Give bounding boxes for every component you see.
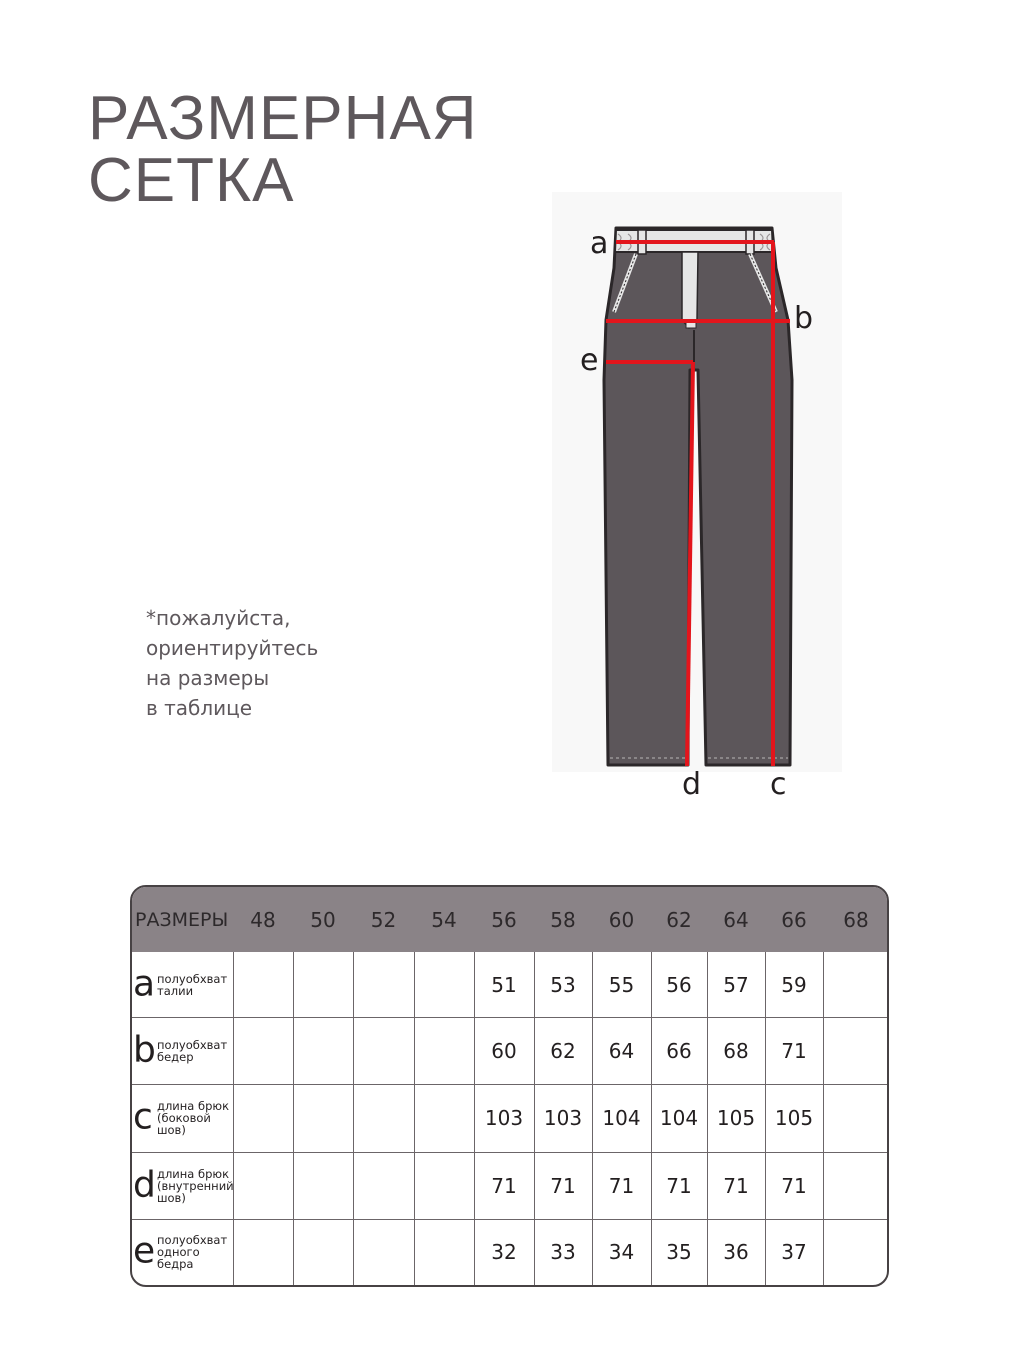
page-title — [88, 84, 478, 215]
table-cell — [293, 1085, 353, 1152]
row-description-line: полуобхват — [157, 1038, 228, 1053]
table-cell — [353, 1085, 414, 1152]
row-letter: a — [133, 962, 156, 1004]
table-cell — [293, 1152, 353, 1219]
table-cell: 71 — [534, 1152, 592, 1219]
row-description-line: полуобхват — [157, 1233, 228, 1248]
row-label — [132, 1219, 233, 1285]
measurement-row-b — [132, 1018, 889, 1085]
table-cell: 105 — [707, 1085, 765, 1152]
fly-placket — [682, 252, 698, 328]
size-header: 50 — [293, 887, 353, 952]
row-letter: d — [133, 1163, 156, 1205]
row-description-line: одного — [157, 1245, 200, 1260]
sizes-header-label: РАЗМЕРЫ — [132, 887, 233, 952]
table-cell: 35 — [651, 1219, 707, 1285]
note-line-2: ориентируйтесь — [146, 636, 319, 660]
size-header: 62 — [651, 887, 707, 952]
table-cell — [823, 1152, 889, 1219]
measurement-row-c — [132, 1085, 889, 1152]
title-line-1: РАЗМЕРНАЯ — [88, 84, 478, 153]
note-line-1: *пожалуйста, — [146, 606, 291, 630]
label-b: b — [794, 301, 814, 336]
note-line-3: на размеры — [146, 666, 270, 690]
table-cell: 68 — [707, 1018, 765, 1085]
row-description — [157, 1039, 227, 1063]
table-cell — [233, 1085, 293, 1152]
table-cell: 66 — [651, 1018, 707, 1085]
size-header: 68 — [823, 887, 889, 952]
measurement-row-d — [132, 1152, 889, 1219]
row-description-line: талии — [157, 983, 194, 998]
table-cell: 104 — [651, 1085, 707, 1152]
table-cell — [233, 1219, 293, 1285]
row-label — [132, 1085, 233, 1152]
table-cell — [823, 1085, 889, 1152]
label-c: c — [770, 767, 787, 800]
table-cell — [233, 1018, 293, 1085]
row-label — [132, 952, 233, 1018]
row-letter: b — [133, 1029, 156, 1071]
row-description-line: длина брюк — [157, 1099, 230, 1114]
row-description-line: шов) — [157, 1190, 186, 1205]
table-cell: 62 — [534, 1018, 592, 1085]
row-description — [157, 1234, 227, 1270]
row-letter: e — [133, 1230, 156, 1272]
table-cell — [414, 1219, 474, 1285]
table-cell: 37 — [765, 1219, 823, 1285]
size-header: 54 — [414, 887, 474, 952]
size-header: 66 — [765, 887, 823, 952]
row-description-line: бедер — [157, 1050, 194, 1065]
table-cell — [293, 952, 353, 1018]
row-description — [157, 1168, 234, 1204]
table-cell — [414, 1018, 474, 1085]
table-cell: 34 — [592, 1219, 651, 1285]
table-cell — [353, 1219, 414, 1285]
table-cell: 71 — [707, 1152, 765, 1219]
size-header: 48 — [233, 887, 293, 952]
table-cell: 104 — [592, 1085, 651, 1152]
row-description-line: шов) — [157, 1123, 186, 1138]
table-cell: 56 — [651, 952, 707, 1018]
row-description — [157, 973, 227, 997]
table-cell: 64 — [592, 1018, 651, 1085]
size-header: 58 — [534, 887, 592, 952]
sizing-note — [146, 603, 318, 723]
row-label — [132, 1018, 233, 1085]
table-cell — [293, 1018, 353, 1085]
table-cell: 36 — [707, 1219, 765, 1285]
table-cell: 71 — [651, 1152, 707, 1219]
table-cell — [353, 1018, 414, 1085]
label-e: e — [580, 343, 599, 378]
table-cell: 53 — [534, 952, 592, 1018]
row-description-line: бедра — [157, 1257, 194, 1272]
row-description-line: полуобхват — [157, 971, 228, 986]
table-cell: 33 — [534, 1219, 592, 1285]
table-cell: 71 — [474, 1152, 534, 1219]
note-line-4: в таблице — [146, 696, 253, 720]
table-cell — [414, 1152, 474, 1219]
title-line-2: СЕТКА — [88, 146, 295, 215]
trousers-illustration — [540, 180, 850, 800]
size-header: 60 — [592, 887, 651, 952]
table-cell: 51 — [474, 952, 534, 1018]
size-header: 56 — [474, 887, 534, 952]
table-cell: 60 — [474, 1018, 534, 1085]
table-cell: 105 — [765, 1085, 823, 1152]
table-cell — [823, 1219, 889, 1285]
table-cell — [823, 952, 889, 1018]
table-cell: 55 — [592, 952, 651, 1018]
row-label — [132, 1152, 233, 1219]
table-cell — [823, 1018, 889, 1085]
row-description-line: длина брюк — [157, 1166, 230, 1181]
size-table — [130, 885, 889, 1287]
table-cell — [353, 1152, 414, 1219]
table-cell: 71 — [765, 1018, 823, 1085]
table-cell — [414, 1085, 474, 1152]
table-cell — [233, 952, 293, 1018]
table-cell: 103 — [534, 1085, 592, 1152]
table-cell — [353, 952, 414, 1018]
label-d: d — [682, 767, 702, 800]
table-cell — [233, 1152, 293, 1219]
measurement-row-a — [132, 952, 889, 1018]
table-cell — [414, 952, 474, 1018]
row-description — [157, 1100, 229, 1136]
table-cell: 57 — [707, 952, 765, 1018]
size-header: 64 — [707, 887, 765, 952]
measurement-row-e — [132, 1219, 889, 1285]
table-cell: 71 — [765, 1152, 823, 1219]
table-cell — [293, 1219, 353, 1285]
trousers-diagram — [540, 180, 850, 804]
table-cell: 32 — [474, 1219, 534, 1285]
table-cell: 103 — [474, 1085, 534, 1152]
row-description-line: (боковой — [157, 1111, 211, 1126]
row-description-line: (внутренний — [157, 1178, 234, 1193]
size-header: 52 — [353, 887, 414, 952]
table-cell: 59 — [765, 952, 823, 1018]
table-cell: 71 — [592, 1152, 651, 1219]
size-header-row — [132, 887, 889, 952]
row-letter: c — [133, 1096, 153, 1138]
label-a: a — [590, 226, 609, 261]
